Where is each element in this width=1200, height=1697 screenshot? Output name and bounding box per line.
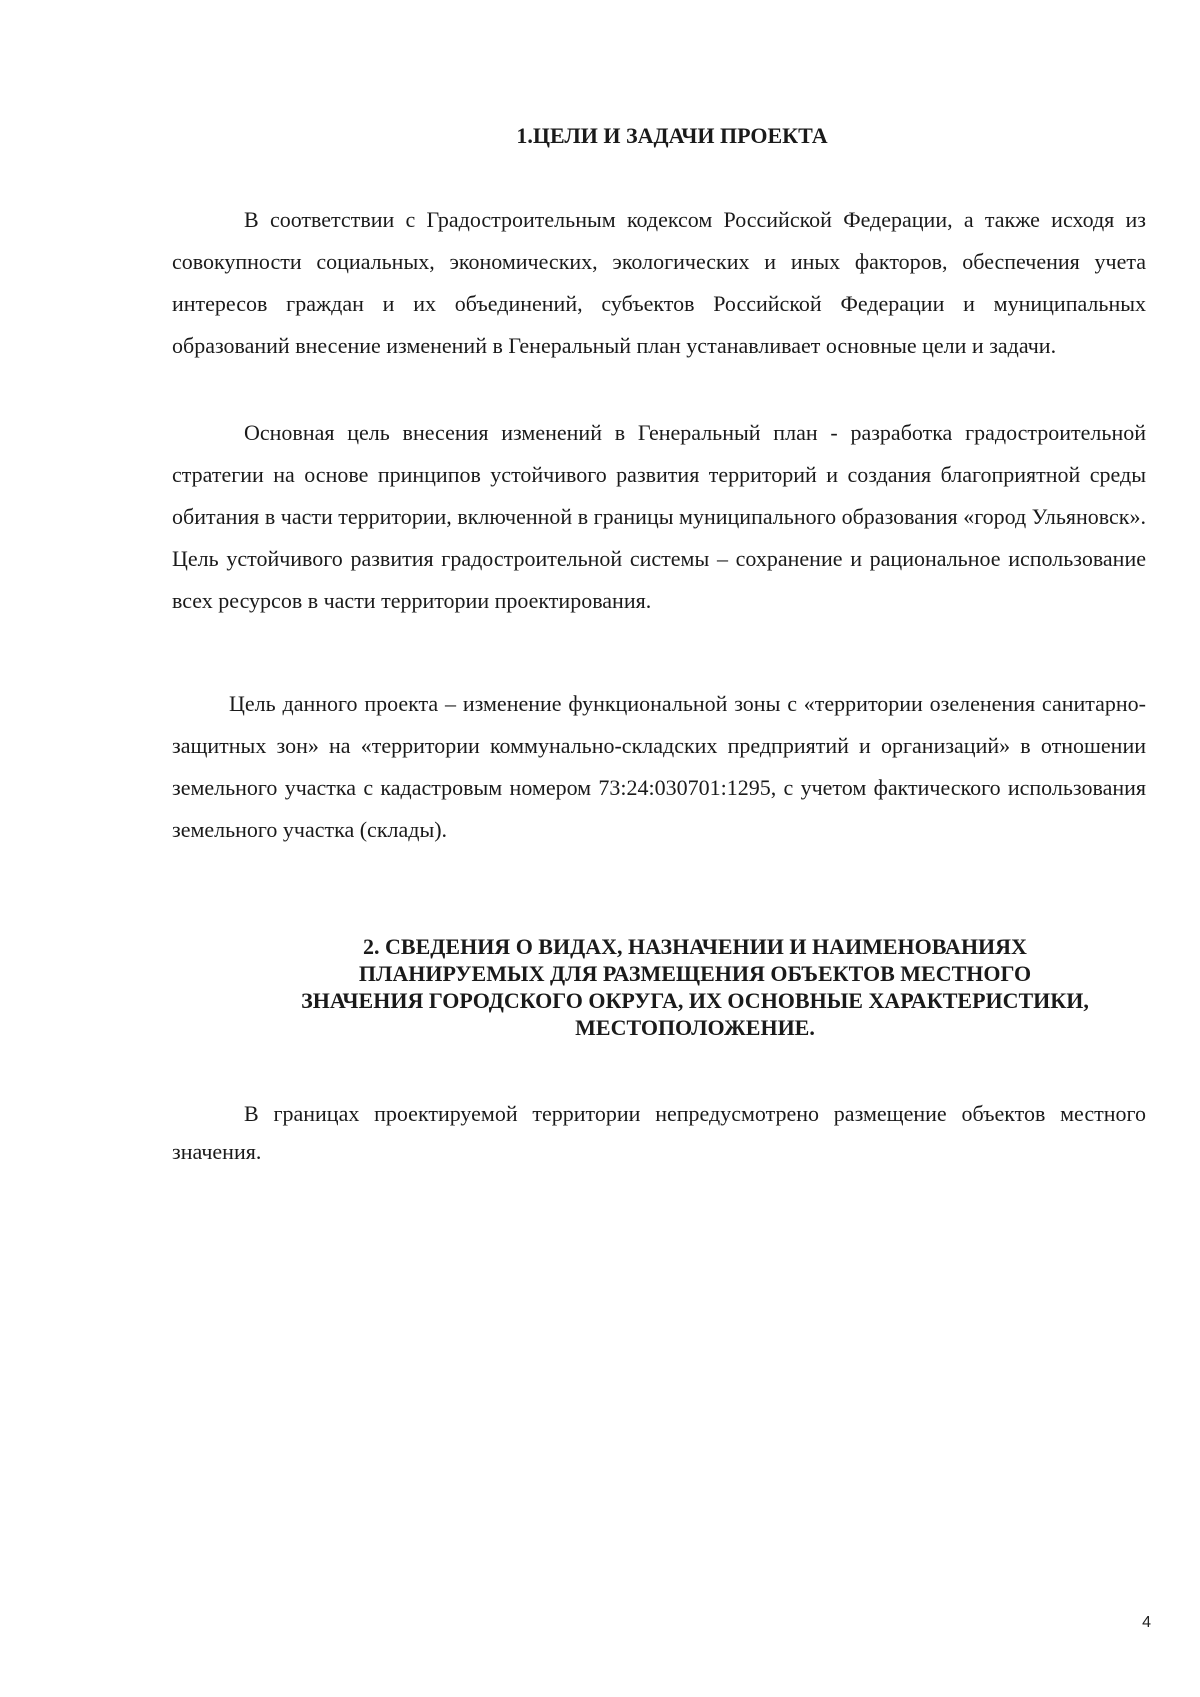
page-number: 4 (1142, 1614, 1151, 1631)
section2-title-line-2: ПЛАНИРУЕМЫХ ДЛЯ РАЗМЕЩЕНИЯ ОБЪЕКТОВ МЕСТНОГО (358, 961, 1032, 986)
section2-title-line-3: ЗНАЧЕНИЯ ГОРОДСКОГО ОКРУГА, ИХ ОСНОВНЫЕ ХАРАКТЕРИСТИКИ, (301, 988, 1089, 1013)
section2-paragraph: В границах проектируемой территории непредусмотрено размещение объектов местного значения. (172, 1101, 1146, 1164)
section2-title (240, 933, 1150, 1041)
section1-paragraph-3: Цель данного проекта – изменение функциональной зоны с «территории озеленения санитарно-защитных зон» на «территории коммунально-складских предприятий и организаций» в отношении земельного участка с кадастровым номером 73:24:030701:1295, с учетом фактического использования земельного участка (склады). (172, 691, 1146, 842)
section1-title: 1.ЦЕЛИ И ЗАДАЧИ ПРОЕКТА (516, 123, 828, 148)
section2-title-line-4: МЕСТОПОЛОЖЕНИЕ. (575, 1015, 815, 1040)
section1-paragraph-1: В соответствии с Градостроительным кодексом Российской Федерации, а также исходя из совокупности социальных, экономических, экологических и иных факторов, обеспечения учета интересов граждан и их объединений, субъектов Российской Федерации и муниципальных образований внесение изменений в Генеральный план устанавливает основные цели и задачи. (172, 207, 1146, 358)
section1-paragraph-2: Основная цель внесения изменений в Генеральный план - разработка градостроительной стратегии на основе принципов устойчивого развития территорий и создания благоприятной среды обитания в части территории, включенной в границы муниципального образования «город Ульяновск». Цель устойчивого развития градостроительной системы – сохранение и рациональное использование всех ресурсов в части территории проектирования. (172, 420, 1146, 613)
section2-title-line-1: 2. СВЕДЕНИЯ О ВИДАХ, НАЗНАЧЕНИИ И НАИМЕНОВАНИЯХ (363, 934, 1027, 959)
